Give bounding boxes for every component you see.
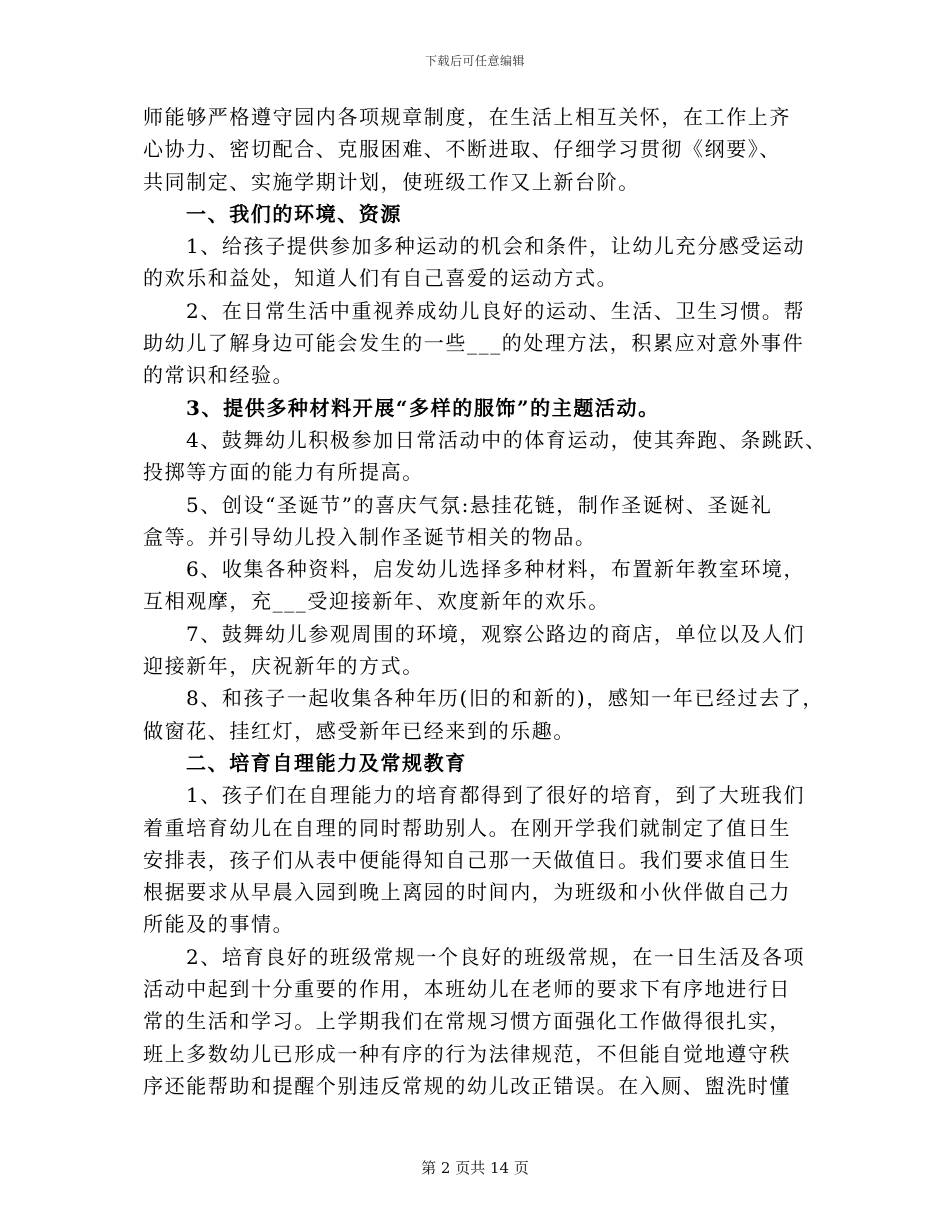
text-line: 做窗花、挂红灯，感受新年已经来到的乐趣。 bbox=[143, 718, 575, 743]
text-line: 共同制定、实施学期计划，使班级工作又上新台阶。 bbox=[143, 169, 640, 194]
text-line: 根据要求从早晨入园到晚上离园的时间内，为班级和小伙伴做自己力 bbox=[143, 880, 791, 905]
text-line: 8、和孩子一起收集各种年历(旧的和新的)，感知一年已经过去了， bbox=[186, 686, 824, 711]
text-line: 序还能帮助和提醒个别违反常规的幼儿改正错误。在入厕、盥洗时懂 bbox=[143, 1073, 791, 1098]
text-line: 2、培育良好的班级常规一个良好的班级常规，在一日生活及各项 bbox=[186, 944, 806, 969]
text-line: 常的生活和学习。上学期我们在常规习惯方面强化工作做得很扎实， bbox=[143, 1009, 791, 1034]
text-line: 的欢乐和益处，知道人们有自己喜爱的运动方式。 bbox=[143, 266, 619, 291]
section-heading-environment: 一、我们的环境、资源 bbox=[186, 201, 402, 226]
section-heading-self-care: 二、培育自理能力及常规教育 bbox=[186, 750, 467, 775]
text-line: 心协力、密切配合、克服困难、不断进取、仔细学习贯彻《纲要》、 bbox=[143, 137, 781, 162]
text-line: 班上多数幼儿已形成一种有序的行为法律规范，不但能自觉地遵守秩 bbox=[143, 1041, 791, 1066]
text-line: 迎接新年，庆祝新年的方式。 bbox=[143, 654, 424, 679]
text-line: 1、给孩子提供参加多种运动的机会和条件，让幼儿充分感受运动 bbox=[186, 234, 806, 259]
text-line: 的常识和经验。 bbox=[143, 363, 295, 388]
text-line: 互相观摩，充___受迎接新年、欢度新年的欢乐。 bbox=[143, 589, 610, 614]
text-line: 师能够严格遵守园内各项规章制度，在生活上相互关怀，在工作上齐 bbox=[143, 105, 791, 129]
text-line: 5、创设“圣诞节”的喜庆气氛:悬挂花链，制作圣诞树、圣诞礼 bbox=[186, 492, 773, 517]
text-line: 活动中起到十分重要的作用，本班幼儿在老师的要求下有序地进行日 bbox=[143, 977, 791, 1002]
text-line: 盒等。并引导幼儿投入制作圣诞节相关的物品。 bbox=[143, 524, 597, 549]
document-body bbox=[143, 101, 833, 1102]
page-header: 下载后可任意编辑 bbox=[424, 54, 525, 68]
text-line: 投掷等方面的能力有所提高。 bbox=[143, 460, 424, 485]
text-line: 6、收集各种资料，启发幼儿选择多种材料，布置新年教室环境， bbox=[186, 557, 806, 582]
text-line: 7、鼓舞幼儿参观周围的环境，观察公路边的商店，单位以及人们 bbox=[186, 621, 806, 646]
text-line: 2、在日常生活中重视养成幼儿良好的运动、生活、卫生习惯。帮 bbox=[186, 298, 806, 323]
bold-item-clothing-theme: 3、提供多种材料开展“多样的服饰”的主题活动。 bbox=[186, 395, 660, 420]
text-line: 1、孩子们在自理能力的培育都得到了很好的培育，到了大班我们 bbox=[186, 783, 806, 808]
text-line: 4、鼓舞幼儿积极参加日常活动中的体育运动，使其奔跑、条跳跃、 bbox=[186, 427, 827, 452]
text-line: 所能及的事情。 bbox=[143, 912, 295, 937]
page-footer: 第 2 页共 14 页 bbox=[421, 1159, 529, 1177]
text-line: 助幼儿了解身边可能会发生的一些___的处理方法，积累应对意外事件 bbox=[143, 331, 805, 356]
text-line: 着重培育幼儿在自理的同时帮助别人。在刚开学我们就制定了值日生 bbox=[143, 815, 791, 840]
text-line: 安排表，孩子们从表中便能得知自己那一天做值日。我们要求值日生 bbox=[143, 847, 791, 872]
